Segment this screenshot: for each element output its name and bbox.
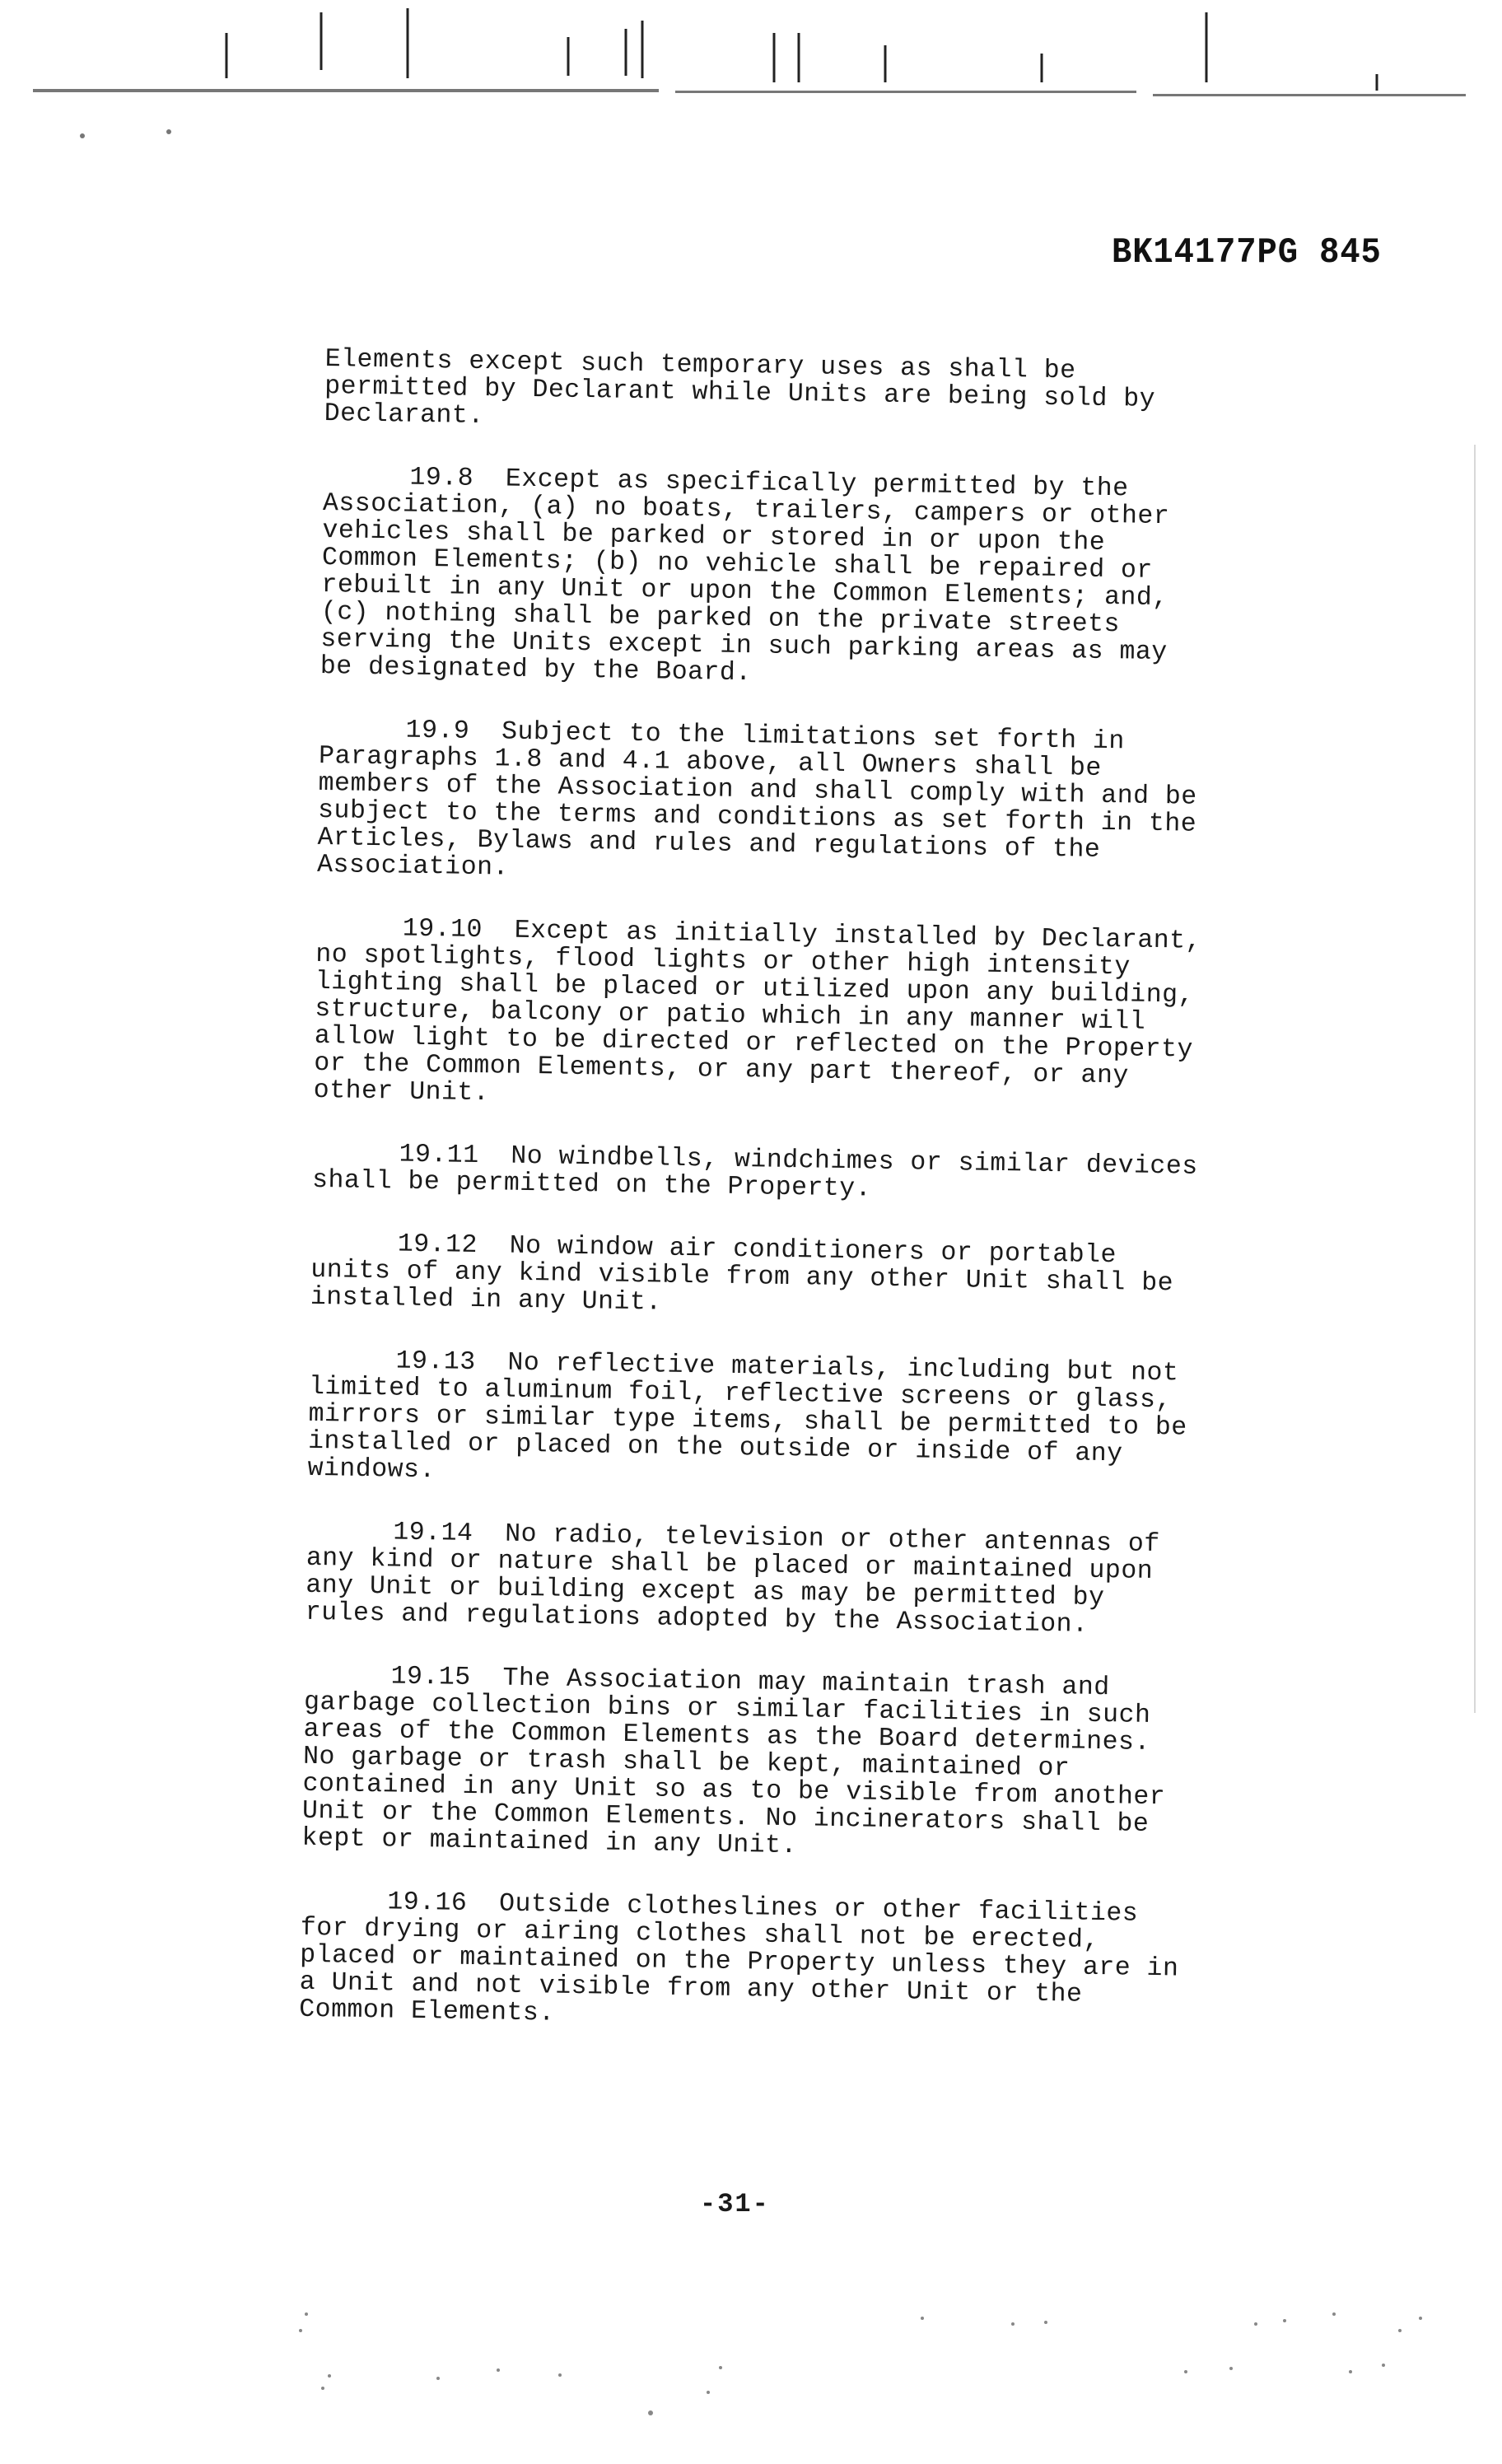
paragraph-number: 19.13: [395, 1346, 476, 1378]
paragraph-text: No windbells, windchimes or similar devices shall be permitted on the Property.: [311, 1141, 1198, 1204]
paragraph-number: 19.8: [409, 463, 474, 493]
paragraph-text: No reflective materials, including but not limited to aluminum foil, reflective screens or glass, mirrors or similar type items, shall be permitted to be installed or placed on the outside or inside of any windows.: [307, 1348, 1187, 1486]
paragraph-text: Except as initially installed by Declarant, no spotlights, flood lights or other high intensity lighting shall be placed or utilized upon any building, structure, balcony or patio which in any manner will allow light to be directed or reflected on the Property or the Common Elements, or any part thereof, or any other Unit.: [313, 916, 1202, 1108]
paragraph-number: 19.10: [402, 914, 483, 945]
paragraph-19-16: [299, 1888, 1190, 2037]
paragraph-text: Except as specifically permitted by the Association, (a) no boats, trailers, campers or other vehicles shall be parked or stored in or upon the Common Elements; (b) no vehicle shall be repaired or rebuilt in any Unit or upon the Common Elements; and, (c) nothing shall be parked on the private streets serving the Units except in such parking areas as may be designated by the Board.: [320, 464, 1170, 688]
scan-specks: [0, 2289, 1502, 2464]
document-body: [298, 346, 1215, 2073]
paragraph-19-12: [310, 1230, 1201, 1325]
paragraph-text: Outside clotheslines or other facilities for drying or airing clothes shall not be erected, placed or maintained on the Property unless they are in a Unit and not visible from any other Unit or the Common Elements.: [298, 1889, 1179, 2028]
paragraph-19-9: [317, 716, 1209, 893]
paragraph-number: 19.15: [390, 1662, 471, 1692]
paragraph-text: Subject to the limitations set forth in Paragraphs 1.8 and 4.1 above, all Owners shall be members of the Association and shall comply with and be subject to the terms and conditions as set forth in the Articles, Bylaws and rules and regulations of the Association.: [316, 717, 1197, 883]
paragraph-number: 19.16: [387, 1888, 468, 1918]
paragraph-number: 19.14: [393, 1518, 473, 1548]
paragraph-text: The Association may maintain trash and garbage collection bins or similar facilities in such areas of the Common Elements as the Board determines. No garbage or trash shall be kept, maintained or contained in any Unit so as to be visible from another Unit or the Common Elements. No incinerators shall be kept or maintained in any Unit.: [301, 1664, 1166, 1861]
paragraph-number: 19.11: [399, 1140, 479, 1171]
paragraph-text: No window air conditioners or portable units of any kind visible from any other Unit shall be installed in any Unit.: [310, 1231, 1174, 1318]
paragraph-text: No radio, television or other antennas of any kind or nature shall be placed or maintained upon any Unit or building except as may be permitted by rules and regulations adopted by the Association.: [305, 1519, 1160, 1640]
paragraph-19-13: [307, 1346, 1198, 1496]
paragraph-19-14: [306, 1518, 1196, 1640]
paragraph-number: 19.12: [397, 1230, 478, 1261]
paragraph-19-15: [301, 1662, 1193, 1866]
scan-artifact-strip: [0, 0, 1502, 165]
paragraph-continuation: [324, 346, 1214, 441]
book-page-stamp: BK14177PG 845: [1112, 232, 1382, 273]
paragraph-text: Elements except such temporary uses as shall be permitted by Declarant while Units are being sold by Declarant.: [324, 345, 1156, 432]
paragraph-19-8: [320, 463, 1213, 694]
paragraph-number: 19.9: [405, 716, 470, 746]
paragraph-19-10: [314, 914, 1206, 1118]
paragraph-19-11: [312, 1140, 1202, 1208]
page-number: -31-: [700, 2189, 770, 2219]
scan-margin-line: [1474, 445, 1476, 1713]
